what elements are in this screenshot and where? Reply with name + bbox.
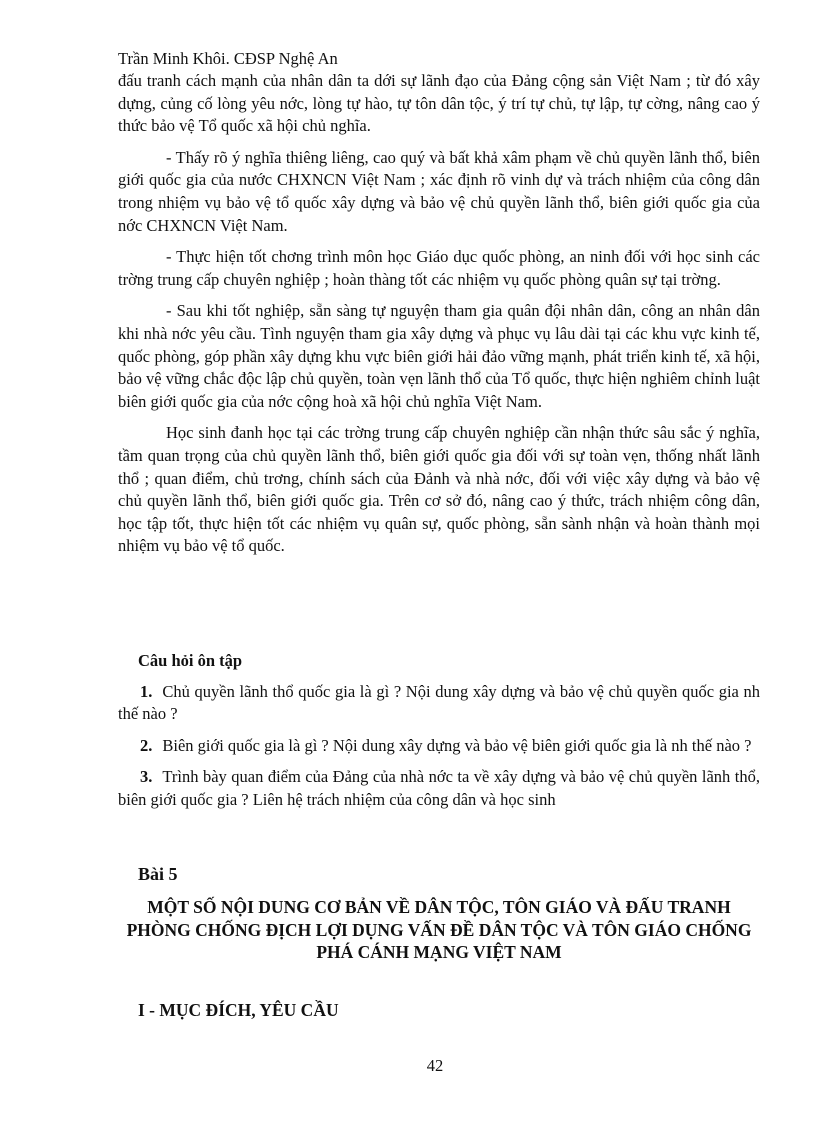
lesson-label: Bài 5 (138, 864, 178, 884)
paragraph-students: Học sinh đanh học tại các trờng trung cấp chuyên nghiệp cần nhận thức sâu sắc ý nghĩa, tầm quan trọng của chủ quyền lãnh thổ, biên giới quốc gia đối với sự toàn vẹn, thống nhất lãnh thổ ; quan điểm, chủ trơng, chính sách của Đảnh và nhà nớc, đối với việc xây dựng và bảo vệ chủ quyền lãnh thổ, biên giới quốc gia. Trên cơ sở đó, nâng cao ý thức, trách nhiệm công dân, học tập tốt, thực hiện tốt các nhiệm vụ quân sự, quốc phòng, sẵn sành nhận và hoàn thành mọi nhiệm vụ bảo vệ tổ quốc. (118, 423, 760, 556)
question-number: 3. (140, 767, 153, 787)
paragraph-sovereignty: - Thấy rõ ý nghĩa thiêng liêng, cao quý và bất khả xâm phạm về chủ quyền lãnh thổ, biên giới quốc gia của nước CHXNCN Việt Nam ; xác định rõ vinh dự và trách nhiệm của công dân trong nhiệm vụ bảo vệ tổ quốc xây dựng và bảo vệ chủ quyền lãnh thổ, biên giới quốc gia của nớc CHXNCN Việt Nam. (118, 147, 760, 235)
page-number: 42 (426, 1056, 444, 1075)
paragraph-after-graduation: - Sau khi tốt nghiệp, sẵn sàng tự nguyện tham gia quân đội nhân dân, công an nhân dân khi nhà nớc yêu cầu. Tình nguyện tham gia xây dựng và phục vụ lâu dài tại các khu vực kinh tế, quốc phòng, góp phần xây dựng khu vực biên giới hải đảo vững mạnh, phát triển kinh tế, xã hội, bảo vệ vững chắc độc lập chủ quyền, toàn vẹn lãnh thổ của Tổ quốc, thực hiện nghiêm chỉnh luật biên giới quốc gia của nớc cộng hoà xã hội chủ nghĩa Việt Nam. (118, 301, 760, 411)
paragraph-curriculum: - Thực hiện tốt chơng trình môn học Giáo dục quốc phòng, an ninh đối với học sinh các trờng trung cấp chuyên nghiệp ; hoàn thàng tốt các nhiệm vụ quốc phòng quân sự tại trờng. (118, 247, 760, 289)
question-item (118, 766, 760, 811)
page-header-author: Trần Minh Khôi. CĐSP Nghệ An (118, 49, 338, 68)
question-text: Biên giới quốc gia là gì ? Nội dung xây dựng và bảo vệ biên giới quốc gia là nh thế nào ? (162, 735, 752, 755)
question-number: 1. (140, 681, 153, 701)
question-number: 2. (140, 735, 153, 755)
body-text (118, 70, 760, 558)
lesson-title: MỘT SỐ NỘI DUNG CƠ BẢN VỀ DÂN TỘC, TÔN GIÁO VÀ ĐẤU TRANH PHÒNG CHỐNG ĐỊCH LỢI DỤNG VẤN ĐỀ DÂN TỘC VÀ TÔN GIÁO CHỐNG PHÁ CÁNH MẠNG VIỆT NAM (126, 897, 752, 962)
section-heading: I - MỤC ĐÍCH, YÊU CẦU (138, 1000, 339, 1020)
question-item (118, 681, 760, 726)
review-questions (118, 650, 760, 821)
question-item (118, 735, 760, 758)
question-text: Chủ quyền lãnh thổ quốc gia là gì ? Nội dung xây dựng và bảo vệ chủ quyền quốc gia nh thế nào ? (118, 681, 760, 724)
review-title: Câu hỏi ôn tập (138, 651, 243, 670)
question-text: Trình bày quan điểm của Đảng của nhà nớc ta về xây dựng và bảo vệ chủ quyền lãnh thổ, biên giới quốc gia ? Liên hệ trách nhiệm của công dân và học sinh (118, 767, 760, 809)
paragraph-continuation: đấu tranh cách mạnh của nhân dân ta dới sự lãnh đạo của Đảng cộng sản Việt Nam ; từ đó xây dựng, củng cố lòng yêu nớc, lòng tự hào, tự tôn dân tộc, ý trí tự chủ, tự lập, tự cờng, nâng cao ý thức bảo vệ Tổ quốc xã hội chủ nghĩa. (118, 71, 760, 136)
